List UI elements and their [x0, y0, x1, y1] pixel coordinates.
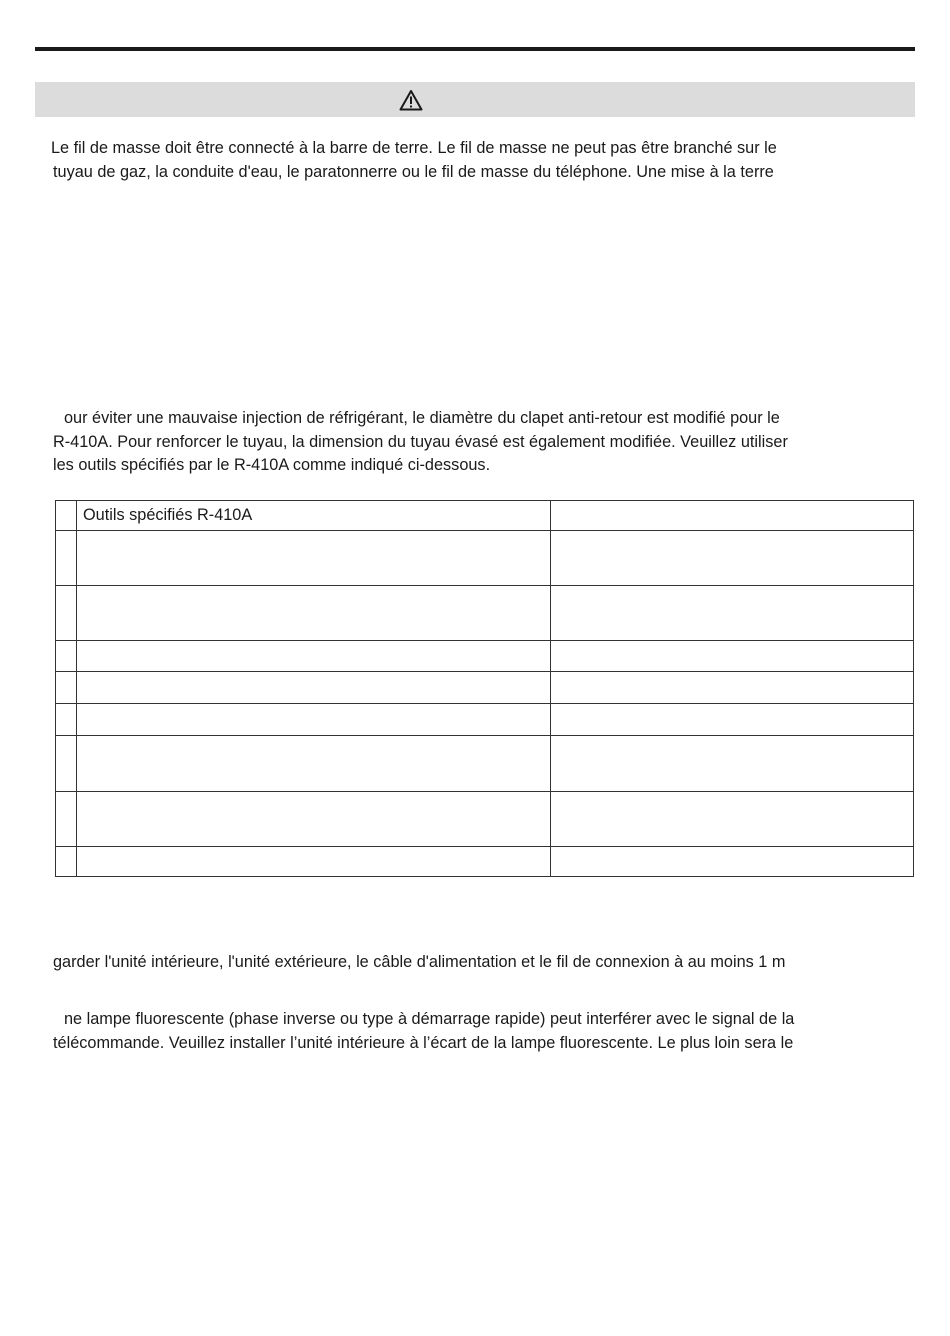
row-num-cell — [56, 672, 77, 704]
r410a-tools-table — [55, 500, 914, 877]
warning-header-bar — [35, 82, 915, 117]
row-num-cell — [56, 586, 77, 641]
row-note-cell — [551, 672, 914, 704]
row-tool-cell — [77, 736, 551, 792]
paragraph-line: ne lampe fluorescente (phase inverse ou type à démarrage rapide) peut interférer avec le signal de la — [64, 1010, 795, 1028]
row-note-cell — [551, 792, 914, 847]
row-num-cell — [56, 792, 77, 847]
warning-triangle-icon — [399, 89, 423, 111]
distance-paragraph — [53, 951, 785, 975]
row-note-cell — [551, 531, 914, 586]
row-tool-cell — [77, 704, 551, 736]
row-note-cell — [551, 641, 914, 672]
paragraph-line: Le fil de masse doit être connecté à la barre de terre. Le fil de masse ne peut pas être branché sur le — [51, 139, 777, 157]
header-num-cell — [56, 501, 77, 531]
header-tool-cell: Outils spécifiés R-410A — [77, 501, 551, 531]
refrigerant-paragraph — [53, 407, 788, 478]
row-note-cell — [551, 736, 914, 792]
paragraph-line: garder l'unité intérieure, l'unité extérieure, le câble d'alimentation et le fil de connexion à au moins 1 m — [53, 953, 786, 971]
row-note-cell — [551, 586, 914, 641]
row-tool-cell — [77, 531, 551, 586]
row-num-cell — [56, 736, 77, 792]
paragraph-line: les outils spécifiés par le R-410A comme indiqué ci-dessous. — [53, 456, 491, 474]
row-tool-cell — [77, 641, 551, 672]
table-row — [56, 736, 914, 792]
row-tool-cell — [77, 586, 551, 641]
table-row — [56, 704, 914, 736]
row-num-cell — [56, 847, 77, 877]
row-tool-cell — [77, 672, 551, 704]
row-tool-cell — [77, 847, 551, 877]
paragraph-line: télécommande. Veuillez installer l’unité intérieure à l’écart de la lampe fluorescente. Le plus loin sera le — [53, 1033, 794, 1052]
row-num-cell — [56, 704, 77, 736]
row-num-cell — [56, 641, 77, 672]
grounding-paragraph — [51, 137, 777, 184]
table-row — [56, 641, 914, 672]
table-row — [56, 792, 914, 847]
row-note-cell — [551, 704, 914, 736]
top-rule — [35, 47, 915, 51]
header-note-cell — [551, 501, 914, 531]
paragraph-line: our éviter une mauvaise injection de réfrigérant, le diamètre du clapet anti-retour est modifié pour le — [64, 409, 780, 427]
table-row — [56, 531, 914, 586]
paragraph-line: R-410A. Pour renforcer le tuyau, la dimension du tuyau évasé est également modifiée. Veuillez utiliser — [53, 432, 788, 451]
row-tool-cell — [77, 792, 551, 847]
paragraph-line: tuyau de gaz, la conduite d'eau, le paratonnerre ou le fil de masse du téléphone. Une mise à la terre — [53, 162, 774, 181]
table-row — [56, 847, 914, 877]
row-num-cell — [56, 531, 77, 586]
table-row — [56, 672, 914, 704]
fluorescent-lamp-paragraph — [53, 1008, 794, 1055]
table-header-row — [56, 501, 914, 531]
row-note-cell — [551, 847, 914, 877]
table-row — [56, 586, 914, 641]
